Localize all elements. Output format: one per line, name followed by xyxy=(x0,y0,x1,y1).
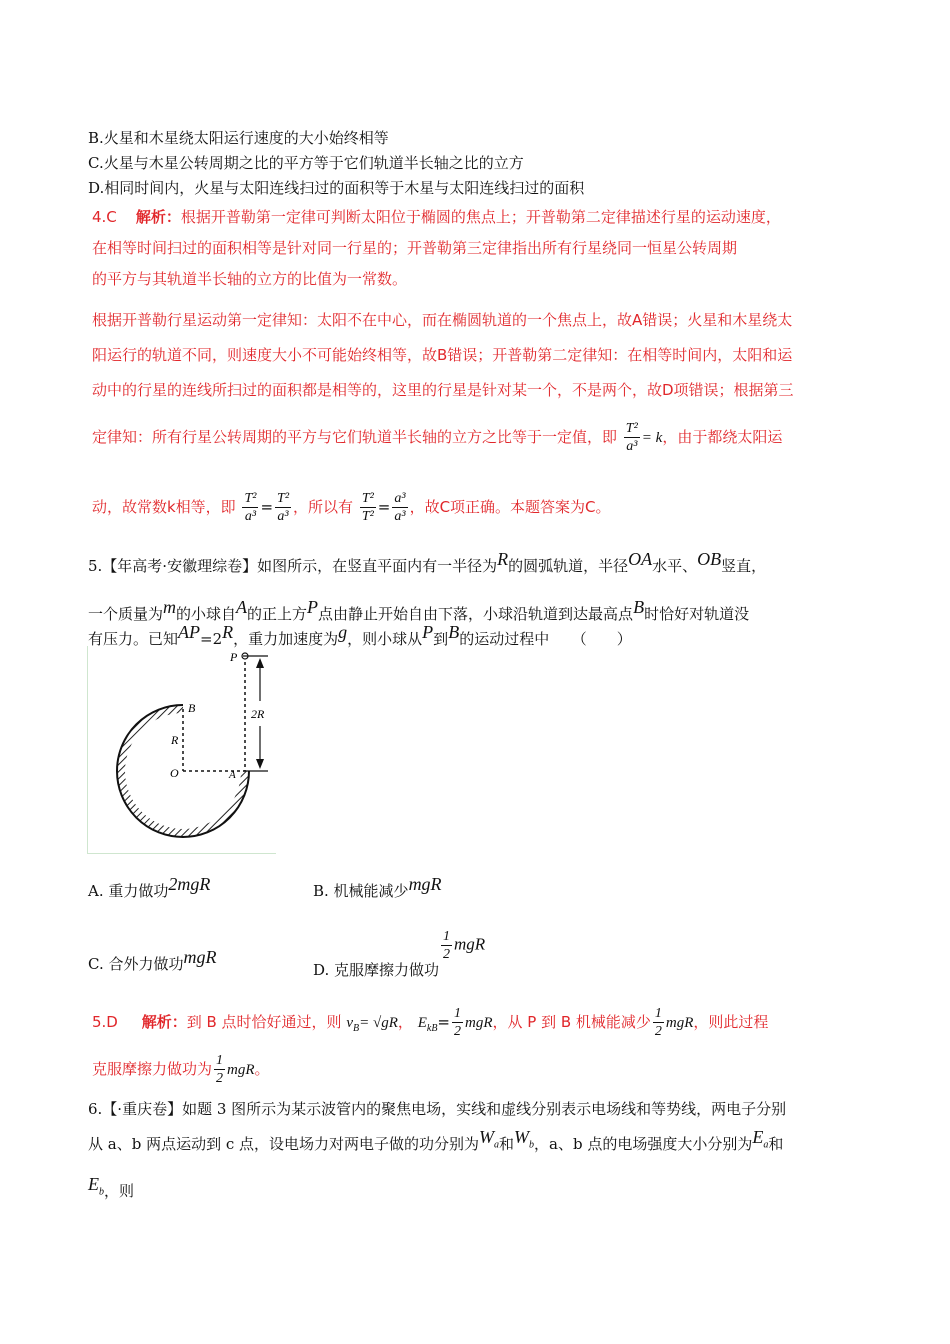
answer-label: 4.C xyxy=(92,208,117,226)
q6-line2 xyxy=(88,1127,784,1157)
w-sub: a xyxy=(494,1139,500,1151)
analysis-text: ， xyxy=(397,1013,413,1031)
option-b: B.火星和木星绕太阳运行速度的大小始终相等 xyxy=(88,129,389,147)
half-fraction xyxy=(452,1005,463,1040)
analysis-text: 到 B 点时恰好通过，则 xyxy=(186,1013,342,1031)
text: =2 xyxy=(200,630,223,648)
denominator: 2 xyxy=(454,1024,461,1039)
formula-fraction xyxy=(392,490,407,525)
w-symbol: W xyxy=(479,1127,495,1147)
formula-fraction xyxy=(242,490,258,525)
numerator: 1 xyxy=(443,929,451,944)
w-sub: b xyxy=(529,1139,535,1151)
numerator: T² xyxy=(277,491,290,506)
half-fraction xyxy=(214,1052,225,1087)
e-sub: a xyxy=(763,1139,769,1151)
label-p: P xyxy=(230,650,238,664)
text: 的正上方 xyxy=(247,605,308,623)
analysis-text: ，故C项正确。本题答案为C。 xyxy=(409,498,611,516)
symbol: g xyxy=(338,622,348,642)
symbol: P xyxy=(307,597,319,617)
half-fraction xyxy=(441,928,452,963)
analysis4-line3: 的平方与其轨道半长轴的立方的比值为一常数。 xyxy=(92,270,408,288)
equals: = xyxy=(377,498,391,516)
formula-fraction xyxy=(624,420,640,455)
formula-const: = k xyxy=(641,430,663,446)
text: C. 合外力做功 xyxy=(88,955,184,973)
label-o: O xyxy=(170,766,179,780)
e-sub: b xyxy=(99,1186,104,1198)
analysis4-line8 xyxy=(92,490,611,525)
numerator: 1 xyxy=(216,1053,224,1068)
analysis-head: 解析： xyxy=(141,1013,187,1031)
analysis4-line7 xyxy=(92,420,782,455)
q5-option-a xyxy=(88,874,211,901)
analysis-text: 。 xyxy=(254,1060,270,1078)
numerator: T² xyxy=(625,421,638,436)
q5-option-c xyxy=(88,947,217,974)
analysis4-line5: 阳运行的轨道不同，则速度大小不可能始终相等，故B错误；开普勒第二定律知：在相等时间内，太阳和运 xyxy=(92,346,793,364)
symbol: R xyxy=(497,549,509,569)
e-symbol: E xyxy=(88,1174,99,1194)
q5-option-b xyxy=(313,874,442,901)
symbol: B xyxy=(633,597,645,617)
text: 到 xyxy=(433,630,449,648)
mgr: mgR xyxy=(665,1015,694,1031)
text: 和 xyxy=(499,1135,515,1153)
formula-fraction xyxy=(360,490,376,525)
text: A. 重力做功 xyxy=(88,882,169,900)
denominator: T² xyxy=(361,509,374,524)
value: 2mgR xyxy=(168,874,211,894)
q6-line1: 6.【·重庆卷】如题 3 图所示为某示波管内的聚焦电场，实线和虚线分别表示电场线和等势线，两电子分别 xyxy=(88,1100,787,1118)
q5-line1 xyxy=(88,549,767,576)
text: ，重力加速度为 xyxy=(233,630,339,648)
analysis4-line6: 动中的行星的连线所扫过的面积都是相等的，这里的行星是针对某一个，不是两个，故D项错误；根据第三 xyxy=(92,381,794,399)
text: 时恰好对轨道没 xyxy=(644,605,750,623)
numerator: 1 xyxy=(654,1006,662,1021)
symbol: OA xyxy=(628,549,653,569)
mgr: mgR xyxy=(227,1062,255,1078)
analysis4-line2: 在相等时间扫过的面积相等是针对同一行星的；开普勒第三定律指出所有行星绕同一恒星公转周期 xyxy=(92,239,738,257)
symbol: m xyxy=(163,597,177,617)
mgr: mgR xyxy=(465,1015,493,1031)
analysis-text: 动，故常数k相等，即 xyxy=(92,498,236,516)
option-c: C.火星与木星公转周期之比的平方等于它们轨道半长轴之比的立方 xyxy=(88,154,524,172)
denominator: 2 xyxy=(443,947,451,962)
denominator: a³ xyxy=(244,509,257,524)
value: mgR xyxy=(183,947,217,967)
label-r: R xyxy=(171,733,179,747)
w-symbol: W xyxy=(514,1127,530,1147)
analysis-text: ，则此过程 xyxy=(693,1013,769,1031)
equals: = xyxy=(260,498,274,516)
half-fraction xyxy=(653,1005,664,1040)
equals: = xyxy=(437,1013,450,1031)
value: mgR xyxy=(454,934,486,954)
track-figure xyxy=(87,646,276,854)
denominator: 2 xyxy=(654,1024,662,1039)
label-a: A xyxy=(229,769,236,781)
q5-line2 xyxy=(88,597,750,624)
vb-expression: = √gR xyxy=(359,1015,398,1031)
label-2r: 2R xyxy=(251,707,265,721)
text: 竖直， xyxy=(721,557,767,575)
analysis-text: ，从 P 到 B 机械能减少 xyxy=(492,1013,651,1031)
v-sub: B xyxy=(353,1023,360,1034)
numerator: 1 xyxy=(454,1006,461,1021)
text: 和 xyxy=(768,1135,784,1153)
symbol: R xyxy=(222,622,234,642)
text: D. 克服摩擦力做功 xyxy=(313,960,440,979)
e-sub: kB xyxy=(426,1023,438,1034)
symbol: P xyxy=(422,622,434,642)
denominator: a³ xyxy=(277,509,289,524)
text: B. 机械能减少 xyxy=(313,882,409,900)
denominator: a³ xyxy=(394,509,406,524)
q6-line3 xyxy=(88,1174,135,1204)
text: 有压力。已知 xyxy=(88,630,179,648)
track-diagram xyxy=(88,646,276,853)
e-symbol: E xyxy=(417,1015,427,1031)
option-d: D.相同时间内，火星与太阳连线扫过的面积等于木星与太阳连线扫过的面积 xyxy=(88,179,585,197)
symbol: B xyxy=(448,622,460,642)
denominator: a³ xyxy=(626,439,638,454)
value: mgR xyxy=(408,874,442,894)
text: 的小球自 xyxy=(176,605,237,623)
text: ，a、b 点的电场强度大小分别为 xyxy=(534,1135,753,1153)
v-symbol: v xyxy=(346,1015,354,1031)
text: 水平、 xyxy=(652,557,698,575)
e-symbol: E xyxy=(752,1127,764,1147)
text: 5.【年高考·安徽理综卷】如图所示，在竖直平面内有一半径为 xyxy=(88,557,498,575)
denominator: 2 xyxy=(216,1071,224,1086)
text: 点由静止开始自由下落，小球沿轨道到达最高点 xyxy=(318,605,634,623)
analysis-text: 定律知：所有行星公转周期的平方与它们轨道半长轴的立方之比等于一定值，即 xyxy=(92,428,618,446)
analysis4-line4: 根据开普勒行星运动第一定律知：太阳不在中心，而在椭圆轨道的一个焦点上，故A错误；火星和木星绕太 xyxy=(92,311,793,329)
analysis-text: ，所以有 xyxy=(293,498,354,516)
analysis-text: 根据开普勒第一定律可判断太阳位于椭圆的焦点上；开普勒第二定律描述行星的运动速度， xyxy=(180,208,781,226)
text: ，则 xyxy=(104,1182,135,1200)
q5-option-d xyxy=(313,928,486,979)
analysis5-line1 xyxy=(92,1005,768,1040)
formula-fraction xyxy=(275,490,291,525)
analysis-text: ，由于都绕太阳运 xyxy=(662,428,783,446)
analysis4-line1 xyxy=(92,206,781,227)
text: 从 a、b 两点运动到 c 点，设电场力对两电子做的功分别为 xyxy=(88,1135,480,1153)
text: ，则小球从 xyxy=(347,630,423,648)
symbol: OB xyxy=(697,549,722,569)
analysis5-line2 xyxy=(92,1052,270,1087)
symbol: A xyxy=(236,597,248,617)
numerator: a³ xyxy=(394,491,406,506)
text: 的圆弧轨道，半径 xyxy=(508,557,629,575)
label-b: B xyxy=(188,701,196,715)
analysis-head: 解析： xyxy=(135,208,181,226)
analysis-text: 克服摩擦力做功为 xyxy=(92,1060,213,1078)
symbol: AP xyxy=(178,622,201,642)
numerator: T² xyxy=(244,491,257,506)
text: 一个质量为 xyxy=(88,605,164,623)
numerator: T² xyxy=(361,491,374,506)
answer-label: 5.D xyxy=(92,1013,118,1031)
text: 的运动过程中 （ ） xyxy=(459,630,632,648)
